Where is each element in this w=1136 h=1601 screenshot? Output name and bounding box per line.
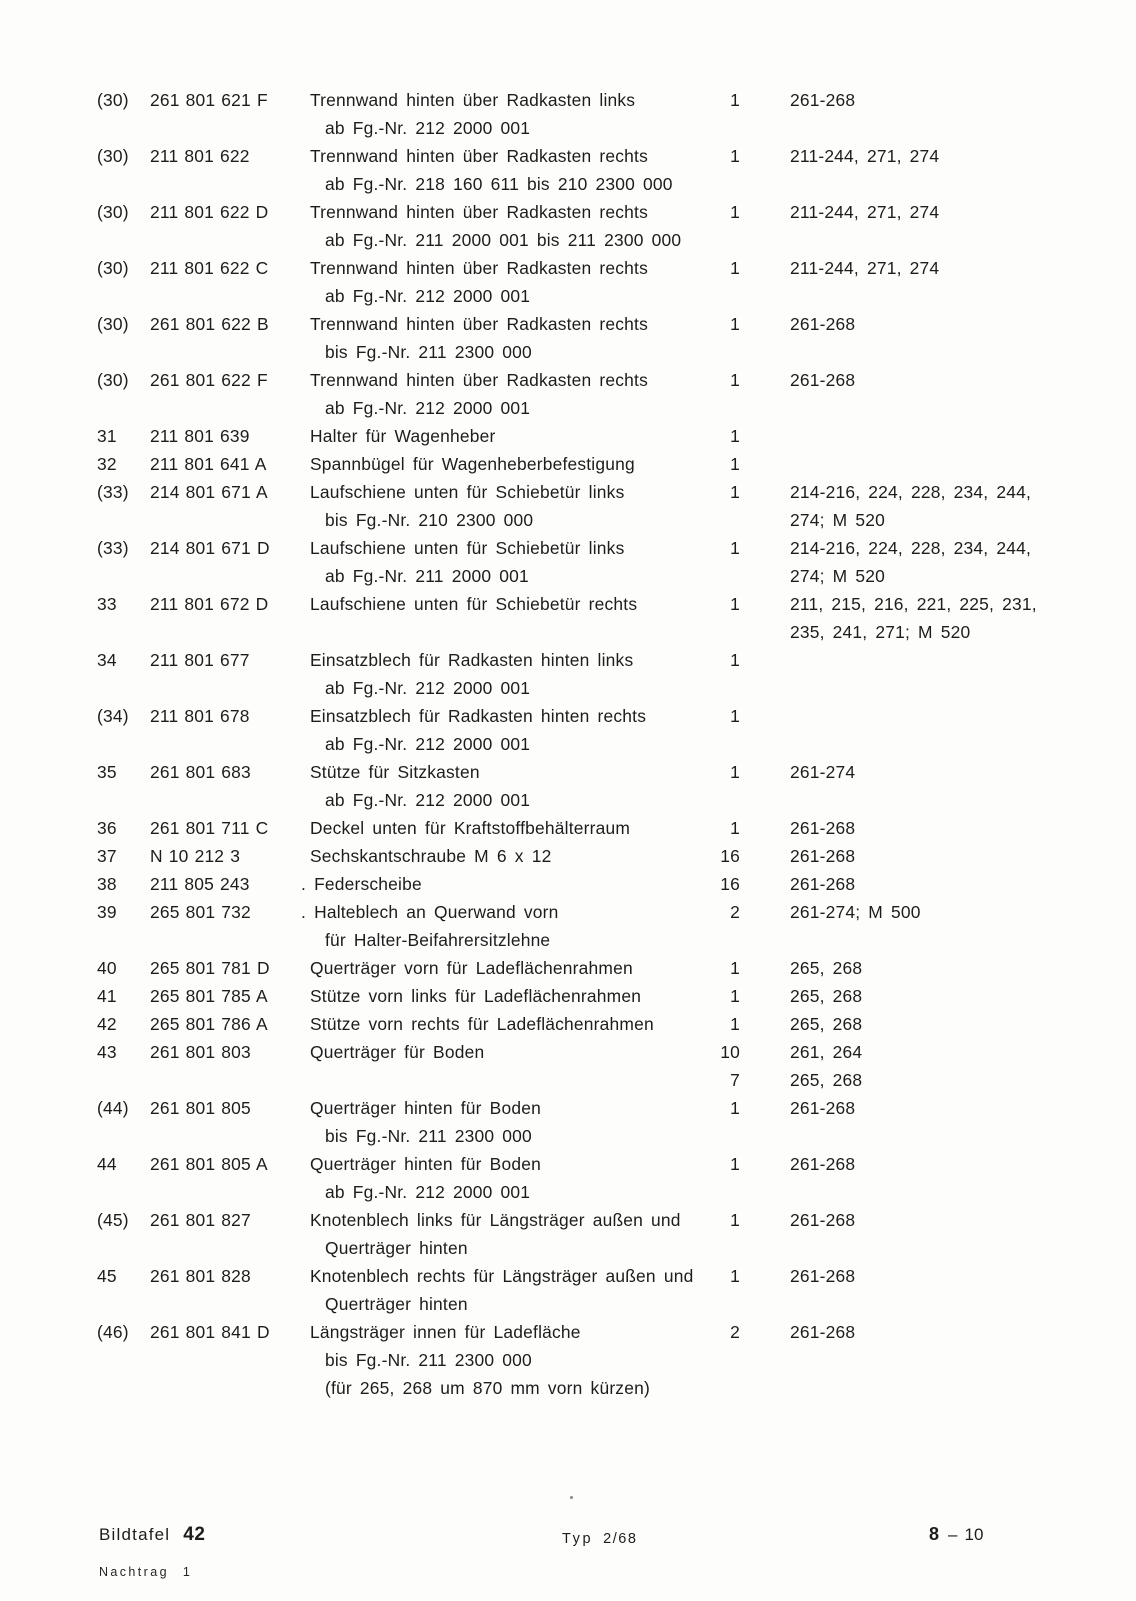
description-line: ab Fg.-Nr. 218 160 611 bis 210 2300 000 <box>325 174 673 194</box>
models-line: 261-268 <box>790 1210 856 1230</box>
row-models <box>790 254 1110 282</box>
supplement-number: 1 <box>182 1565 193 1579</box>
description-line: Trennwand hinten über Radkasten links <box>310 90 636 110</box>
quantity-line: 1 <box>730 986 740 1006</box>
models-line: 214-216, 224, 228, 234, 244, <box>790 538 1031 558</box>
quantity-line: 1 <box>730 958 740 978</box>
table-row <box>0 870 1136 898</box>
quantity-line: 1 <box>730 454 740 474</box>
models-line: 265, 268 <box>790 1070 863 1090</box>
row-part-number: 211 801 622 D <box>150 202 269 222</box>
row-models <box>790 198 1110 226</box>
description-line: ab Fg.-Nr. 212 2000 001 <box>325 678 531 698</box>
row-description <box>310 1010 697 1038</box>
quantity-line: 1 <box>730 482 740 502</box>
description-line: Sechskantschraube M 6 x 12 <box>310 846 552 866</box>
row-quantity <box>697 254 740 282</box>
models-line: 211, 215, 216, 221, 225, 231, <box>790 594 1037 614</box>
row-models <box>790 1150 1110 1178</box>
row-description <box>310 86 697 142</box>
row-part-number: 261 801 827 <box>150 1210 251 1230</box>
table-row <box>0 198 1136 254</box>
row-part-number: 261 801 622 B <box>150 314 269 334</box>
row-models <box>790 534 1110 590</box>
table-row <box>0 1094 1136 1150</box>
table-row <box>0 814 1136 842</box>
row-position: 39 <box>97 902 117 922</box>
table-row <box>0 590 1136 646</box>
row-position: (34) <box>97 706 129 726</box>
models-line: 211-244, 271, 274 <box>790 202 940 222</box>
type-label: Typ <box>562 1531 594 1547</box>
quantity-line: 1 <box>730 1014 740 1034</box>
row-quantity <box>697 758 740 786</box>
description-line: Trennwand hinten über Radkasten rechts <box>310 146 648 166</box>
row-quantity <box>697 954 740 982</box>
row-position: 40 <box>97 958 117 978</box>
row-description <box>310 366 697 422</box>
description-line: Laufschiene unten für Schiebetür links <box>310 482 625 502</box>
quantity-line: 1 <box>730 1098 740 1118</box>
table-row <box>0 982 1136 1010</box>
row-part-number: 261 801 683 <box>150 762 251 782</box>
models-line: 261-268 <box>790 874 856 894</box>
row-models <box>790 1010 1110 1038</box>
table-row <box>0 478 1136 534</box>
models-line: 261-268 <box>790 1098 856 1118</box>
table-row <box>0 1010 1136 1038</box>
row-position: (30) <box>97 314 129 334</box>
page-ref-dash: – <box>948 1525 958 1544</box>
row-position: (33) <box>97 538 129 558</box>
row-description <box>301 898 697 954</box>
description-line: Trennwand hinten über Radkasten rechts <box>310 202 648 222</box>
row-quantity <box>697 590 740 618</box>
description-line: ab Fg.-Nr. 212 2000 001 <box>325 790 531 810</box>
row-description <box>310 954 697 982</box>
row-quantity <box>697 898 740 926</box>
description-line: Laufschiene unten für Schiebetür rechts <box>310 594 638 614</box>
row-models <box>790 982 1110 1010</box>
models-line: 261-274 <box>790 762 856 782</box>
row-part-number: 214 801 671 A <box>150 482 268 502</box>
quantity-line: 16 <box>720 874 740 894</box>
row-models <box>790 590 1110 646</box>
table-row <box>0 1206 1136 1262</box>
quantity-line: 10 <box>720 1042 740 1062</box>
row-position: 44 <box>97 1154 117 1174</box>
quantity-line: 1 <box>730 594 740 614</box>
models-line: 261-268 <box>790 846 856 866</box>
table-row <box>0 646 1136 702</box>
row-quantity <box>697 982 740 1010</box>
models-line: 261-268 <box>790 314 856 334</box>
row-part-number: 261 801 803 <box>150 1042 251 1062</box>
table-row <box>0 898 1136 954</box>
row-quantity <box>697 1262 740 1290</box>
row-position: (46) <box>97 1322 129 1342</box>
row-description <box>310 1038 697 1066</box>
row-part-number: 214 801 671 D <box>150 538 270 558</box>
row-quantity <box>697 534 740 562</box>
row-position: 33 <box>97 594 117 614</box>
quantity-line: 1 <box>730 90 740 110</box>
models-line: 274; M 520 <box>790 510 886 530</box>
row-description <box>310 534 697 590</box>
row-models <box>790 1038 1110 1094</box>
description-line: bis Fg.-Nr. 211 2300 000 <box>325 342 532 362</box>
row-part-number: 211 801 678 <box>150 706 250 726</box>
row-part-number: 211 801 672 D <box>150 594 269 614</box>
row-part-number: 265 801 781 D <box>150 958 270 978</box>
description-line: Querträger hinten für Boden <box>310 1154 541 1174</box>
row-position: 41 <box>97 986 117 1006</box>
row-part-number: 261 801 841 D <box>150 1322 270 1342</box>
quantity-line: 1 <box>730 314 740 334</box>
quantity-line: 1 <box>730 650 740 670</box>
description-line: . Halteblech an Querwand vorn <box>301 902 559 922</box>
row-part-number: 265 801 786 A <box>150 1014 268 1034</box>
table-row <box>0 422 1136 450</box>
row-models <box>790 310 1110 338</box>
row-quantity <box>697 142 740 170</box>
row-quantity <box>697 198 740 226</box>
table-row <box>0 86 1136 142</box>
description-line: ab Fg.-Nr. 212 2000 001 <box>325 734 531 754</box>
row-position: 31 <box>97 426 117 446</box>
table-row <box>0 758 1136 814</box>
footer-page-ref <box>929 1524 983 1545</box>
row-description <box>310 590 697 618</box>
description-line: ab Fg.-Nr. 211 2000 001 bis 211 2300 000 <box>325 230 682 250</box>
models-line: 211-244, 271, 274 <box>790 258 940 278</box>
quantity-line: 1 <box>730 1210 740 1230</box>
row-position: (44) <box>97 1098 129 1118</box>
description-line: (für 265, 268 um 870 mm vorn kürzen) <box>325 1378 650 1398</box>
quantity-line: 2 <box>730 1322 740 1342</box>
footer-plate <box>99 1524 205 1546</box>
description-line: Knotenblech links für Längsträger außen und <box>310 1210 681 1230</box>
description-line: Längsträger innen für Ladefläche <box>310 1322 581 1342</box>
models-line: 265, 268 <box>790 958 863 978</box>
table-row <box>0 954 1136 982</box>
quantity-line: 1 <box>730 146 740 166</box>
row-position: (30) <box>97 90 129 110</box>
footer-supplement <box>99 1565 192 1579</box>
row-quantity <box>697 842 740 870</box>
models-line: 261-268 <box>790 818 856 838</box>
type-value: 2/68 <box>603 1531 638 1547</box>
row-part-number: 211 801 622 <box>150 146 250 166</box>
description-line: Spannbügel für Wagenheberbefestigung <box>310 454 635 474</box>
table-row <box>0 1150 1136 1206</box>
row-models <box>790 814 1110 842</box>
description-line: Trennwand hinten über Radkasten rechts <box>310 370 648 390</box>
row-quantity <box>697 702 740 730</box>
row-description <box>310 702 697 758</box>
table-row <box>0 310 1136 366</box>
description-line: ab Fg.-Nr. 212 2000 001 <box>325 1182 531 1202</box>
row-quantity <box>697 310 740 338</box>
table-row <box>0 1262 1136 1318</box>
footer-type <box>562 1531 637 1547</box>
row-models <box>790 1206 1110 1234</box>
row-position: (45) <box>97 1210 129 1230</box>
row-models <box>790 758 1110 786</box>
table-row <box>0 534 1136 590</box>
description-line: Laufschiene unten für Schiebetür links <box>310 538 625 558</box>
row-part-number: 211 801 622 C <box>150 258 269 278</box>
row-description <box>310 814 697 842</box>
quantity-line: 1 <box>730 1266 740 1286</box>
row-models <box>790 1262 1110 1290</box>
row-position: (30) <box>97 258 129 278</box>
models-line: 261-268 <box>790 1322 856 1342</box>
row-quantity <box>697 1150 740 1178</box>
row-models <box>790 478 1110 534</box>
quantity-line: 2 <box>730 902 740 922</box>
description-line: bis Fg.-Nr. 211 2300 000 <box>325 1126 532 1146</box>
row-quantity <box>697 646 740 674</box>
plate-number: 42 <box>183 1524 206 1545</box>
quantity-line: 16 <box>720 846 740 866</box>
quantity-line: 1 <box>730 1154 740 1174</box>
description-line: für Halter-Beifahrersitzlehne <box>325 930 551 950</box>
models-line: 261-274; M 500 <box>790 902 921 922</box>
row-part-number: 265 801 732 <box>150 902 251 922</box>
row-quantity <box>697 422 740 450</box>
quantity-line: 1 <box>730 258 740 278</box>
description-line: . Federscheibe <box>301 874 422 894</box>
description-line: ab Fg.-Nr. 212 2000 001 <box>325 286 531 306</box>
parts-table <box>0 86 1136 1402</box>
row-part-number: 211 805 243 <box>150 874 250 894</box>
row-description <box>310 1262 697 1318</box>
row-position: 34 <box>97 650 117 670</box>
row-models <box>790 898 1110 926</box>
row-quantity <box>697 1094 740 1122</box>
row-quantity <box>697 86 740 114</box>
table-row <box>0 702 1136 758</box>
quantity-line: 1 <box>730 706 740 726</box>
description-line: Trennwand hinten über Radkasten rechts <box>310 258 648 278</box>
row-quantity <box>697 1038 740 1094</box>
row-part-number: 265 801 785 A <box>150 986 268 1006</box>
row-part-number: 261 801 621 F <box>150 90 268 110</box>
models-line: 261, 264 <box>790 1042 863 1062</box>
row-position: 42 <box>97 1014 117 1034</box>
table-row <box>0 366 1136 422</box>
row-description <box>310 842 697 870</box>
models-line: 261-268 <box>790 1266 856 1286</box>
models-line: 235, 241, 271; M 520 <box>790 622 971 642</box>
row-quantity <box>697 450 740 478</box>
row-description <box>310 142 697 198</box>
table-row <box>0 1038 1136 1094</box>
row-quantity <box>697 366 740 394</box>
row-quantity <box>697 870 740 898</box>
row-models <box>790 870 1110 898</box>
row-models <box>790 142 1110 170</box>
row-description <box>310 1094 697 1150</box>
description-line: Trennwand hinten über Radkasten rechts <box>310 314 648 334</box>
quantity-line: 1 <box>730 426 740 446</box>
description-line: Querträger vorn für Ladeflächenrahmen <box>310 958 633 978</box>
row-part-number: 211 801 641 A <box>150 454 267 474</box>
plate-label: Bildtafel <box>99 1525 171 1544</box>
row-position: (30) <box>97 370 129 390</box>
row-position: 38 <box>97 874 117 894</box>
row-models <box>790 954 1110 982</box>
description-line: ab Fg.-Nr. 212 2000 001 <box>325 398 531 418</box>
models-line: 214-216, 224, 228, 234, 244, <box>790 482 1031 502</box>
description-line: Stütze vorn rechts für Ladeflächenrahmen <box>310 1014 654 1034</box>
row-part-number: 211 801 677 <box>150 650 250 670</box>
description-line: Halter für Wagenheber <box>310 426 496 446</box>
page-ref-number: 10 <box>964 1525 984 1544</box>
row-position: 36 <box>97 818 117 838</box>
row-description <box>301 870 697 898</box>
table-row <box>0 142 1136 198</box>
models-line: 265, 268 <box>790 1014 863 1034</box>
description-line: Querträger hinten <box>325 1238 468 1258</box>
quantity-line: 1 <box>730 762 740 782</box>
row-quantity <box>697 478 740 506</box>
row-position: (30) <box>97 146 129 166</box>
row-position: 35 <box>97 762 117 782</box>
row-quantity <box>697 1318 740 1346</box>
description-line: Querträger hinten für Boden <box>310 1098 541 1118</box>
row-part-number: 261 801 711 C <box>150 818 269 838</box>
row-position: 43 <box>97 1042 117 1062</box>
table-row <box>0 254 1136 310</box>
row-description <box>310 758 697 814</box>
row-models <box>790 366 1110 394</box>
row-part-number: 261 801 622 F <box>150 370 268 390</box>
quantity-line: 1 <box>730 370 740 390</box>
row-position: (33) <box>97 482 129 502</box>
table-row <box>0 842 1136 870</box>
models-line: 261-268 <box>790 370 856 390</box>
description-line: Querträger hinten <box>325 1294 468 1314</box>
row-position: 37 <box>97 846 117 866</box>
row-description <box>310 198 697 254</box>
row-models <box>790 1094 1110 1122</box>
row-part-number: 261 801 805 A <box>150 1154 268 1174</box>
supplement-label: Nachtrag <box>99 1565 169 1579</box>
quantity-line: 1 <box>730 202 740 222</box>
models-line: 274; M 520 <box>790 566 886 586</box>
row-description <box>310 478 697 534</box>
description-line: Deckel unten für Kraftstoffbehälterraum <box>310 818 631 838</box>
row-position: 45 <box>97 1266 117 1286</box>
description-line: Stütze vorn links für Ladeflächenrahmen <box>310 986 642 1006</box>
description-line: Querträger für Boden <box>310 1042 485 1062</box>
row-quantity <box>697 814 740 842</box>
models-line: 265, 268 <box>790 986 863 1006</box>
row-description <box>310 1318 697 1402</box>
table-row <box>0 1318 1136 1402</box>
row-position: 32 <box>97 454 117 474</box>
models-line: 211-244, 271, 274 <box>790 146 940 166</box>
row-models <box>790 1318 1110 1346</box>
row-quantity <box>697 1206 740 1234</box>
description-line: bis Fg.-Nr. 210 2300 000 <box>325 510 534 530</box>
row-description <box>310 646 697 702</box>
description-line: Einsatzblech für Radkasten hinten rechts <box>310 706 647 726</box>
row-part-number: 211 801 639 <box>150 426 250 446</box>
row-description <box>310 1206 697 1262</box>
description-line: Stütze für Sitzkasten <box>310 762 480 782</box>
models-line: 261-268 <box>790 90 856 110</box>
row-description <box>310 982 697 1010</box>
quantity-line: 7 <box>730 1070 740 1090</box>
row-description <box>310 254 697 310</box>
models-line: 261-268 <box>790 1154 856 1174</box>
row-quantity <box>697 1010 740 1038</box>
row-models <box>790 842 1110 870</box>
row-description <box>310 450 697 478</box>
scan-speck <box>570 1496 573 1499</box>
row-position: (30) <box>97 202 129 222</box>
row-part-number: 261 801 828 <box>150 1266 251 1286</box>
quantity-line: 1 <box>730 538 740 558</box>
row-models <box>790 86 1110 114</box>
description-line: Knotenblech rechts für Längsträger außen und <box>310 1266 694 1286</box>
row-description <box>310 422 697 450</box>
description-line: Einsatzblech für Radkasten hinten links <box>310 650 634 670</box>
description-line: bis Fg.-Nr. 211 2300 000 <box>325 1350 532 1370</box>
row-description <box>310 1150 697 1206</box>
description-line: ab Fg.-Nr. 211 2000 001 <box>325 566 529 586</box>
description-line: ab Fg.-Nr. 212 2000 001 <box>325 118 531 138</box>
quantity-line: 1 <box>730 818 740 838</box>
table-row <box>0 450 1136 478</box>
page-ref-section: 8 <box>929 1524 940 1544</box>
row-part-number: 261 801 805 <box>150 1098 251 1118</box>
row-description <box>310 310 697 366</box>
row-part-number: N 10 212 3 <box>150 846 241 866</box>
